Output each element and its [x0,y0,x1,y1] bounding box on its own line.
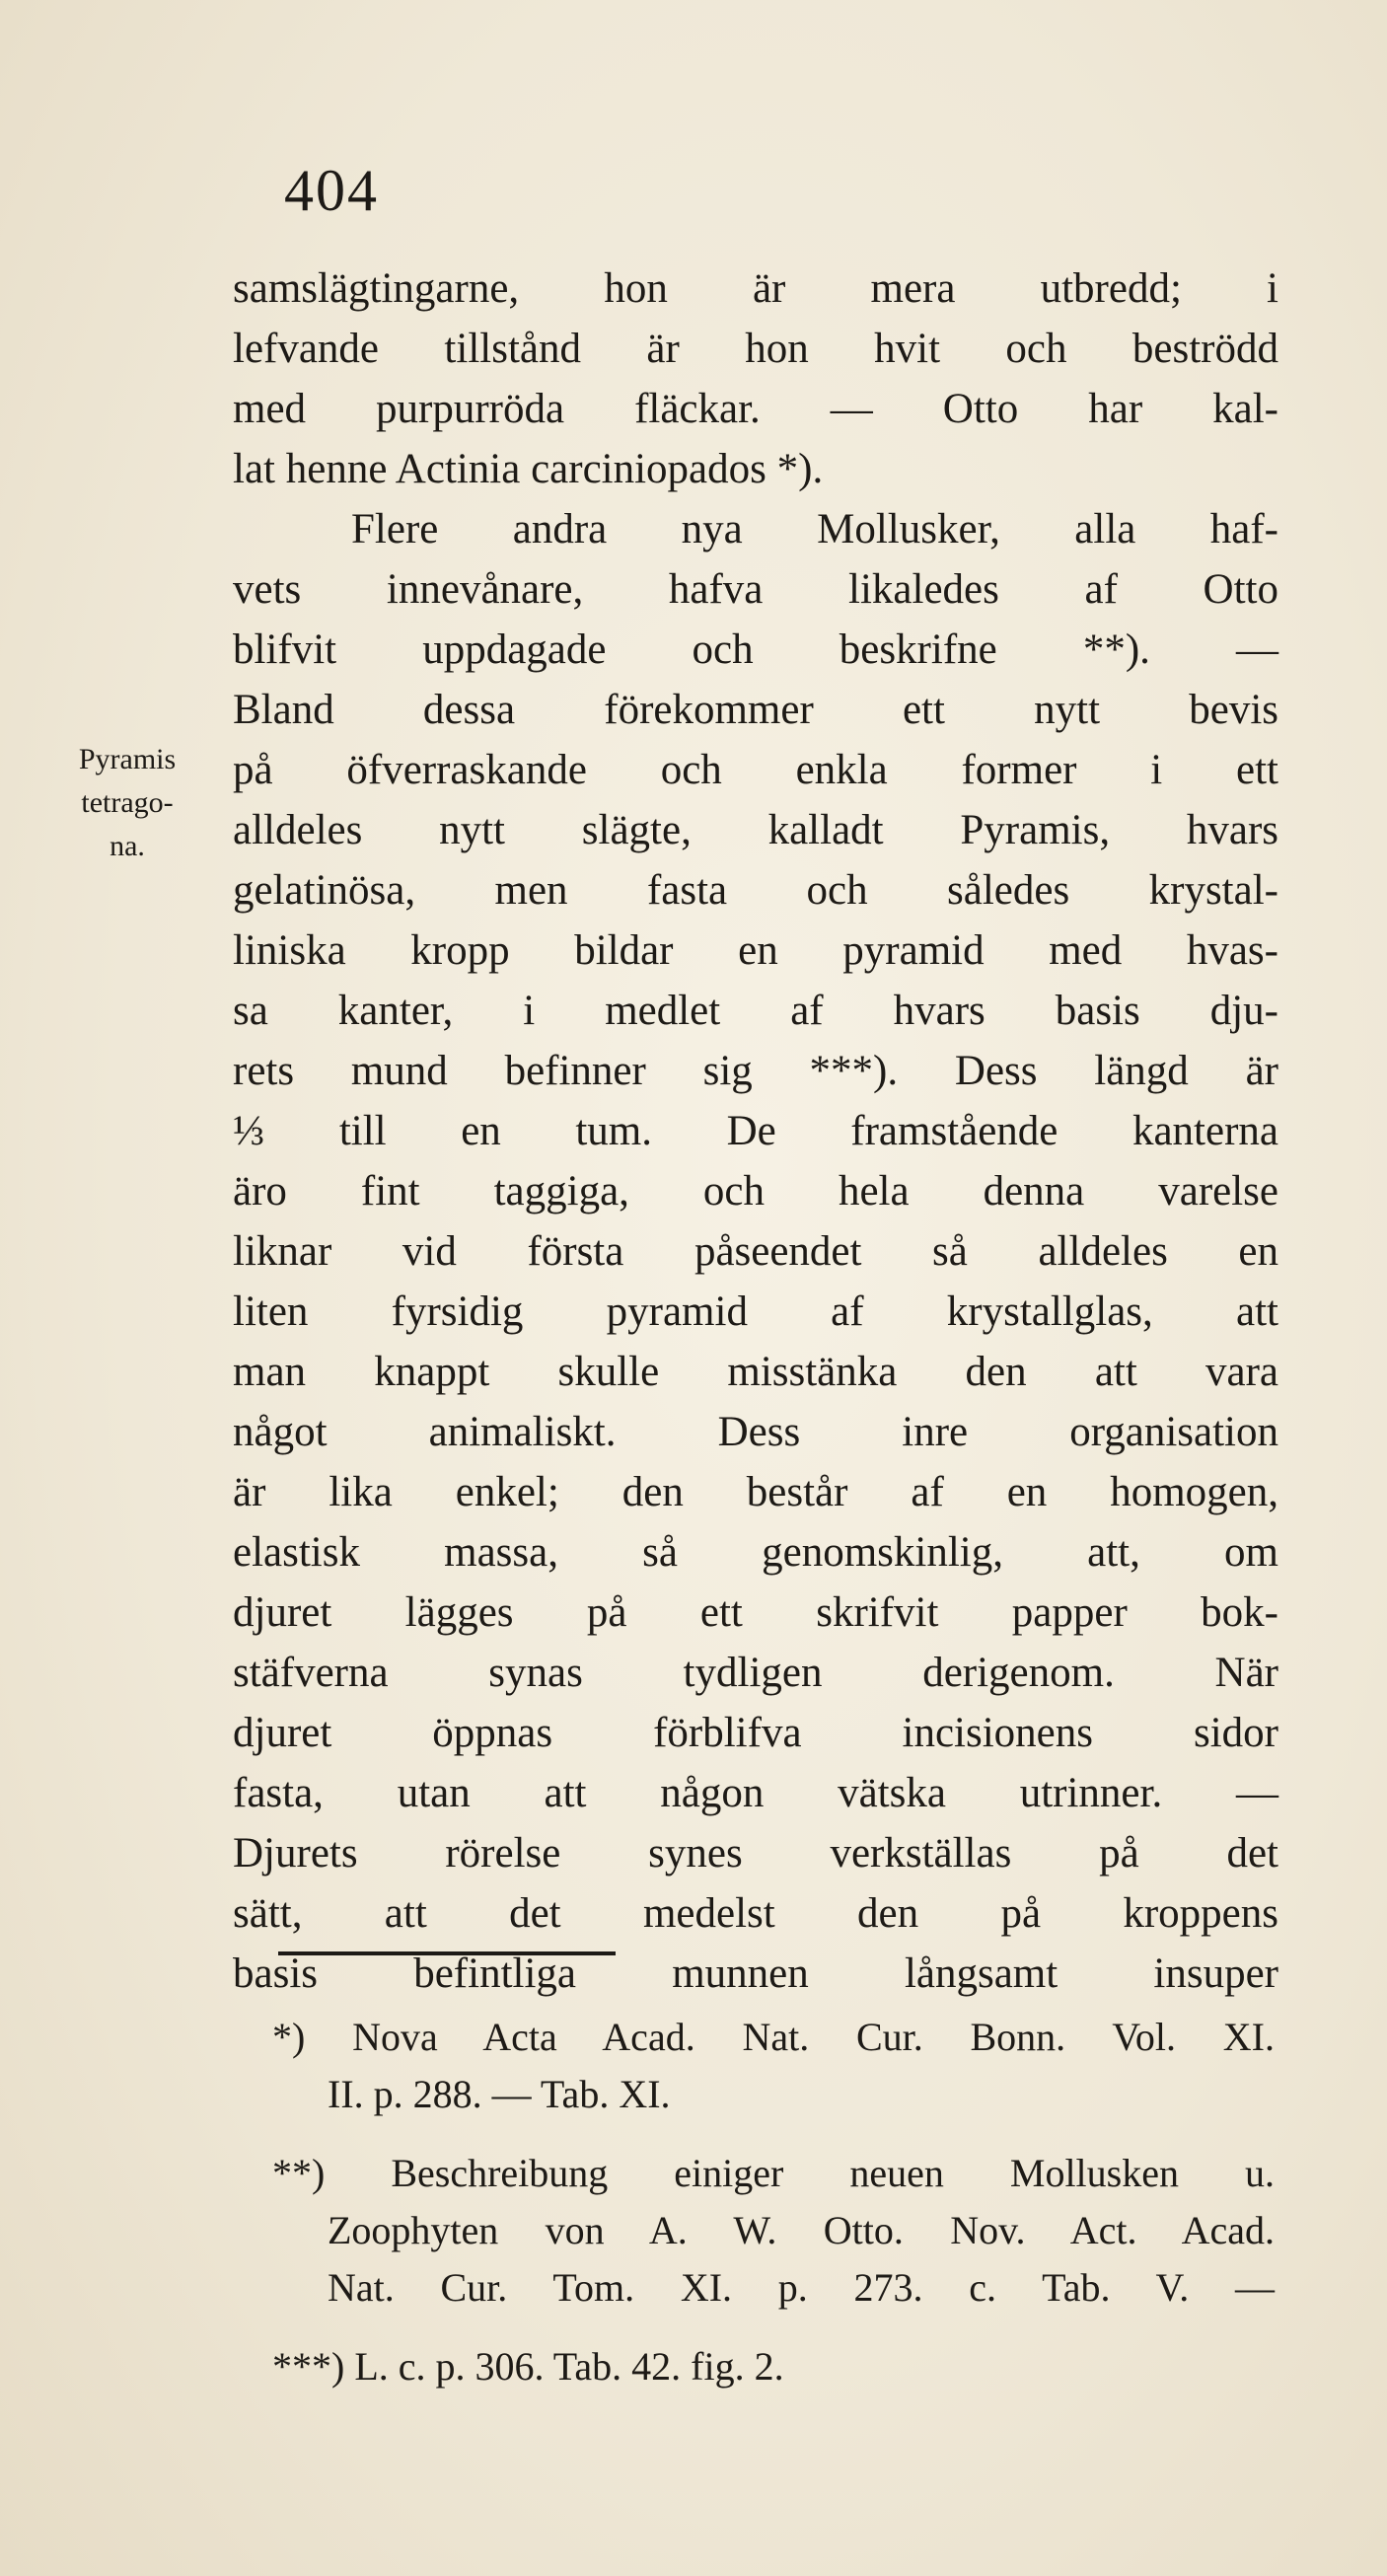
margin-note-line: Pyramis [78,743,177,775]
text-line: Djurets rörelse synes verkställas på det [233,1830,1278,1877]
text-line: vets innevånare, hafva likaledes af Otto [233,566,1278,613]
page-number: 404 [284,158,379,223]
text-line: med purpurröda fläckar. — Otto har kal- [233,386,1278,432]
text-line: något animaliskt. Dess inre organisation [233,1409,1278,1455]
text-line: äro fint taggiga, och hela denna varelse [233,1168,1278,1214]
text-line: lat henne Actinia carciniopados *). [233,446,824,492]
text-line: samslägtingarne, hon är mera utbredd; i [233,265,1278,312]
footnote-line: Zoophyten von A. W. Otto. Nov. Act. Acad. [328,2208,1275,2252]
text-line: sa kanter, i medlet af hvars basis dju- [233,988,1278,1034]
footnote [272,2009,1275,2123]
text-line: Flere andra nya Mollusker, alla haf- [351,506,1278,552]
margin-note-line: na. [110,830,145,862]
text-line: alldeles nytt slägte, kalladt Pyramis, hvars [233,807,1278,853]
text-line: lefvande tillstånd är hon hvit och beströdd [233,326,1278,372]
text-line: liknar vid första påseendet så alldeles en [233,1228,1278,1275]
text-line: djuret öppnas förblifva incisionens sidor [233,1710,1278,1756]
footnote [272,2338,1275,2395]
text-line: djuret lägges på ett skrifvit papper bok- [233,1589,1278,1636]
text-line: Bland dessa förekommer ett nytt bevis [233,687,1278,733]
text-line: sätt, att det medelst den på kroppens [233,1890,1278,1937]
footnote [272,2145,1275,2317]
text-line: fasta, utan att någon vätska utrinner. — [233,1770,1278,1816]
text-line: blifvit uppdagade och beskrifne **). — [233,626,1278,673]
footnote-rule [278,1951,616,1955]
body-text [233,258,1278,2004]
text-line: basis befintliga munnen långsamt insuper [233,1950,1278,1997]
footnotes [272,2009,1275,2395]
text-line: elastisk massa, så genomskinlig, att, om [233,1529,1278,1576]
footnote-line: **) Beschreibung einiger neuen Mollusken u. [272,2151,1275,2195]
text-line: man knappt skulle misstänka den att vara [233,1349,1278,1395]
text-line: ⅓ till en tum. De framstående kanterna [233,1108,1278,1154]
text-line: på öfverraskande och enkla former i ett [233,747,1278,793]
text-line: liniska kropp bildar en pyramid med hvas- [233,927,1278,974]
margin-note [34,738,221,868]
text-line: stäfverna synas tydligen derigenom. När [233,1650,1278,1696]
text-line: liten fyrsidig pyramid af krystallglas, att [233,1288,1278,1335]
footnote-line: II. p. 288. — Tab. XI. [328,2072,671,2116]
footnote-line: *) Nova Acta Acad. Nat. Cur. Bonn. Vol. XI. [272,2015,1275,2059]
text-line: gelatinösa, men fasta och således krystal- [233,867,1278,914]
footnote-line: Nat. Cur. Tom. XI. p. 273. c. Tab. V. — [328,2265,1275,2310]
text-line: rets mund befinner sig ***). Dess längd är [233,1048,1278,1094]
text-line: är lika enkel; den består af en homogen, [233,1469,1278,1515]
footnote-line: ***) L. c. p. 306. Tab. 42. fig. 2. [272,2344,784,2389]
margin-note-line: tetrago- [81,786,174,819]
